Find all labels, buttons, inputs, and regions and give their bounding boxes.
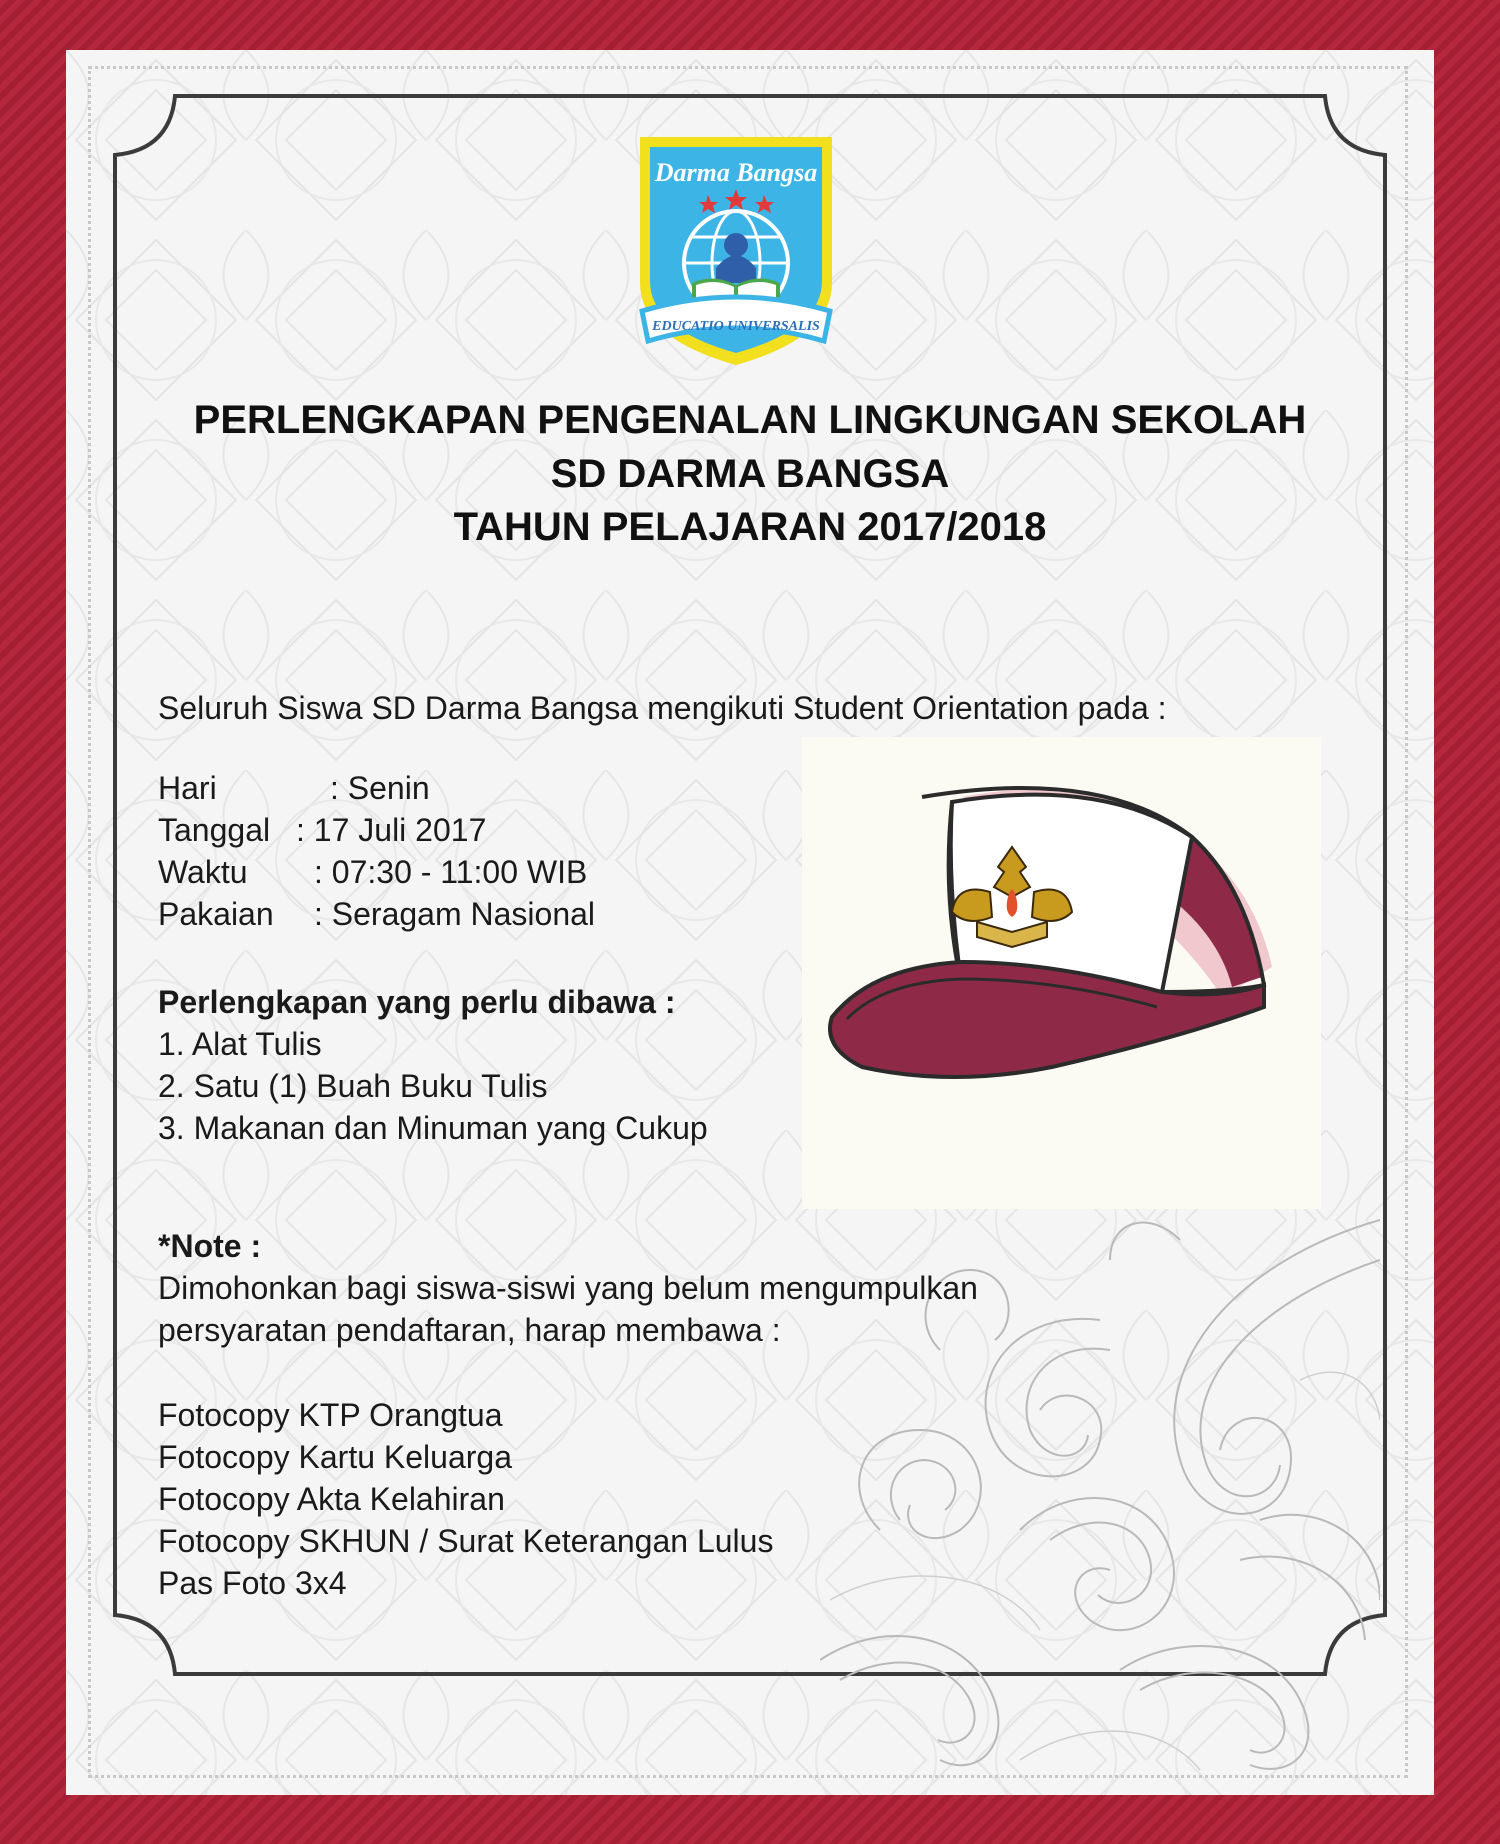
school-logo xyxy=(636,133,836,381)
detail-value: : Seragam Nasional xyxy=(314,896,596,932)
hat-illustration-panel xyxy=(802,737,1321,1209)
detail-hari xyxy=(158,768,430,808)
detail-waktu xyxy=(158,852,587,892)
document-item: Fotocopy SKHUN / Surat Keterangan Lulus xyxy=(158,1523,774,1559)
intro-text: Seluruh Siswa SD Darma Bangsa mengikuti Student Orientation pada : xyxy=(158,690,1167,726)
note-line: Dimohonkan bagi siswa-siswi yang belum mengumpulkan xyxy=(158,1270,978,1306)
equipment-item: 2. Satu (1) Buah Buku Tulis xyxy=(158,1068,548,1104)
detail-value: : 07:30 - 11:00 WIB xyxy=(314,854,588,890)
document-item: Pas Foto 3x4 xyxy=(158,1565,347,1601)
document-item: Fotocopy KTP Orangtua xyxy=(158,1397,503,1433)
equipment-item: 3. Makanan dan Minuman yang Cukup xyxy=(158,1110,708,1146)
document-item: Fotocopy Kartu Keluarga xyxy=(158,1439,512,1475)
note-line: persyaratan pendaftaran, harap membawa : xyxy=(158,1312,781,1348)
detail-label: Pakaian xyxy=(158,896,274,932)
document-item: Fotocopy Akta Kelahiran xyxy=(158,1481,505,1517)
detail-pakaian xyxy=(158,894,595,934)
page-year: TAHUN PELAJARAN 2017/2018 xyxy=(453,505,1047,549)
logo-motto: EDUCATIO UNIVERSALIS xyxy=(652,319,820,334)
page-title: PERLENGKAPAN PENGENALAN LINGKUNGAN SEKOLAH xyxy=(193,398,1307,442)
school-hat-illustration xyxy=(802,737,1321,1209)
equipment-item: 1. Alat Tulis xyxy=(158,1026,322,1062)
detail-label: Waktu xyxy=(158,854,248,890)
detail-tanggal xyxy=(158,810,486,850)
page-subtitle: SD DARMA BANGSA xyxy=(550,452,950,496)
detail-label: Tanggal xyxy=(158,812,271,848)
note-heading: *Note : xyxy=(158,1228,262,1264)
equipment-heading: Perlengkapan yang perlu dibawa : xyxy=(158,984,676,1020)
detail-value: : Senin xyxy=(330,770,430,806)
logo-school-name: Darma Bangsa xyxy=(654,158,818,187)
detail-value: : 17 Juli 2017 xyxy=(296,812,487,848)
detail-label: Hari xyxy=(158,770,217,806)
